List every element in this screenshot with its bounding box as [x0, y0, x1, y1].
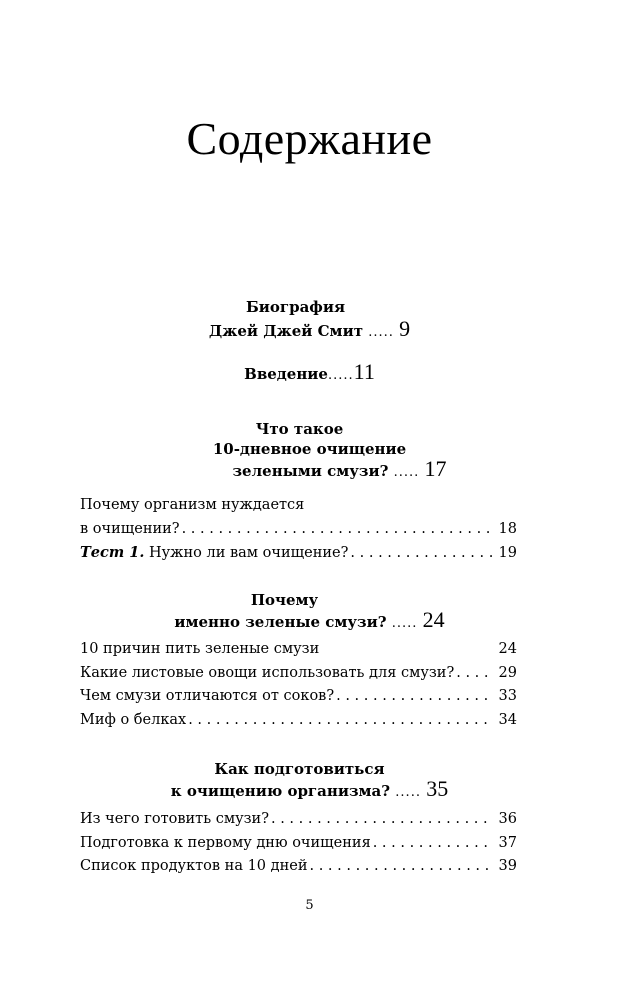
toc-section-page: 35	[426, 776, 449, 801]
toc-section-how-to-prepare[interactable]	[0, 759, 619, 803]
toc-item-page: 36	[498, 811, 517, 827]
toc-item-page: 19	[498, 545, 517, 561]
toc-item-page: 34	[498, 711, 517, 728]
toc-dot-leader	[336, 685, 492, 709]
toc-item-text: Нужно ли вам очищение?	[144, 545, 349, 561]
toc-section-introduction[interactable]	[0, 359, 619, 386]
toc-section-title-end: зелеными смузи?	[232, 462, 389, 480]
toc-item-title: Какие листовые овощи использовать для смузи?	[80, 664, 455, 681]
toc-leader: .....	[391, 616, 418, 631]
toc-section-introduction-line	[0, 359, 619, 386]
toc-section-biography-author: Джей Джей Смит	[208, 322, 363, 340]
toc-section-introduction-title: Введение	[244, 365, 328, 383]
page-number: 5	[305, 898, 314, 913]
toc-item-title: 10 причин пить зеленые смузи	[80, 641, 320, 657]
toc-leader: .....	[368, 325, 394, 340]
page-title: Содержание	[186, 113, 433, 164]
toc-section-line: Как подготовиться	[214, 760, 385, 778]
toc-item-title: Подготовка к первому дню очищения	[80, 834, 371, 851]
toc-list-why-green-smoothies	[80, 638, 517, 732]
toc-item-title: Миф о белках	[80, 711, 187, 728]
toc-section-biography[interactable]	[0, 297, 619, 343]
toc-section-why-green-smoothies[interactable]	[0, 590, 619, 634]
toc-item-title: в очищении?	[80, 520, 180, 537]
toc-item[interactable]	[80, 541, 517, 566]
toc-section-line	[0, 607, 619, 634]
toc-section-title-end: к очищению организма?	[170, 782, 391, 800]
toc-item-page: 37	[498, 834, 517, 851]
toc-list-what-is-cleanse	[80, 494, 517, 566]
toc-item-title: Чем смузи отличаются от соков?	[80, 688, 335, 704]
toc-leader: .....	[395, 785, 421, 800]
toc-item[interactable]	[80, 662, 517, 686]
toc-dot-leader	[350, 542, 492, 566]
toc-dot-leader	[182, 518, 493, 542]
toc-item-title: Из чего готовить смузи?	[80, 811, 269, 827]
toc-dot-leader	[271, 808, 493, 832]
toc-item-title: Список продуктов на 10 дней	[80, 858, 308, 874]
toc-leader: .....	[393, 465, 420, 480]
toc-item[interactable]	[80, 709, 517, 733]
toc-item-page: 33	[498, 688, 517, 704]
toc-dot-leader	[373, 832, 493, 856]
toc-section-line: 10-дневное очищение	[212, 440, 407, 458]
toc-section-line	[0, 456, 619, 483]
toc-section-introduction-page: 11	[353, 359, 375, 384]
toc-item-prefix: Тест 1.	[80, 544, 145, 561]
toc-leader: .....	[327, 368, 354, 383]
toc-section-biography-line-2	[0, 316, 619, 343]
toc-section-page: 24	[422, 607, 445, 632]
toc-item-page: 24	[498, 641, 517, 657]
toc-item[interactable]	[80, 808, 517, 832]
toc-item[interactable]	[80, 638, 517, 662]
toc-dot-leader	[456, 662, 492, 686]
toc-item-line[interactable]: Почему организм нуждается	[80, 497, 305, 513]
toc-item-title	[80, 541, 348, 566]
toc-item-page: 39	[498, 858, 517, 874]
toc-section-biography-line-1: Биография	[245, 298, 346, 316]
toc-section-what-is-cleanse[interactable]	[0, 419, 619, 483]
toc-section-title-end: именно зеленые смузи?	[174, 613, 387, 631]
toc-item[interactable]	[80, 855, 517, 879]
toc-list-how-to-prepare	[80, 808, 517, 879]
toc-section-line: Что такое	[255, 420, 344, 438]
toc-dot-leader	[309, 855, 492, 879]
toc-item[interactable]	[80, 518, 517, 542]
toc-section-page: 17	[424, 456, 447, 481]
toc-section-line	[0, 776, 619, 803]
toc-section-line: Почему	[250, 591, 319, 609]
toc-item[interactable]	[80, 685, 517, 709]
toc-item-page: 29	[498, 664, 517, 681]
toc-item[interactable]	[80, 832, 517, 856]
toc-dot-leader	[188, 709, 492, 733]
toc-section-biography-page: 9	[399, 316, 411, 341]
toc-item-page: 18	[498, 520, 517, 537]
